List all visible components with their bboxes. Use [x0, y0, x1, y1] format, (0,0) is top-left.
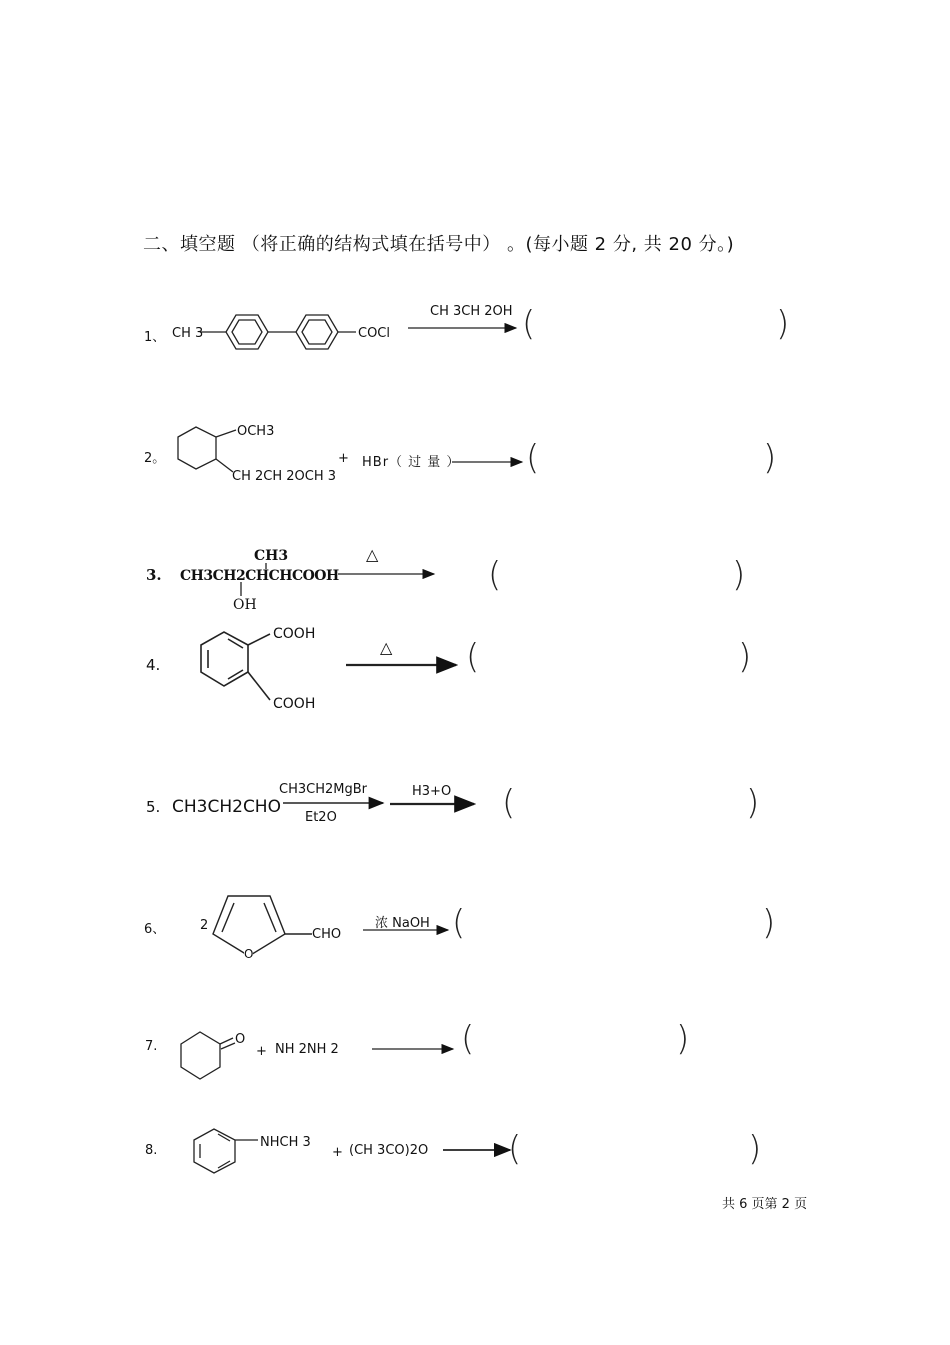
q7-answer-close: ): [676, 1019, 690, 1059]
q5-answer-close: ): [746, 783, 760, 823]
q6-ring-oxygen: O: [244, 947, 254, 961]
q2-plus: +: [338, 451, 349, 466]
q8-substituent: NHCH 3: [260, 1135, 311, 1150]
q6-reagent: 浓 NaOH: [375, 916, 430, 931]
q6-cho: CHO: [312, 927, 342, 942]
q1-answer-open: (: [522, 304, 536, 344]
q6-answer-open: (: [452, 903, 466, 943]
q4-heat-symbol: △: [380, 638, 393, 657]
q6-furan-structure: [213, 896, 312, 956]
q6-coefficient: 2: [200, 918, 209, 933]
q5-reagent-bottom: Et2O: [305, 810, 337, 825]
q2-reagent: HBr（ 过 量 ）: [362, 455, 461, 470]
q1-reagent: CH 3CH 2OH: [430, 304, 513, 319]
q4-bottom-cooh: COOH: [273, 696, 316, 712]
q1-answer-close: ): [776, 304, 790, 344]
q3-answer-open: (: [488, 555, 502, 595]
q4-answer-close: ): [738, 637, 752, 677]
q6-answer-close: ): [762, 903, 776, 943]
q6-number: 6、: [144, 922, 166, 937]
q2-cyclohexane-structure: [178, 427, 236, 472]
q4-answer-open: (: [466, 637, 480, 677]
q2-och3: OCH3: [237, 424, 275, 439]
q7-cyclohexanone-structure: [181, 1032, 235, 1079]
q7-carbonyl-oxygen: O: [235, 1032, 246, 1047]
q5-reagent-2: H3+O: [412, 784, 452, 799]
q7-reagent: NH 2NH 2: [275, 1042, 339, 1057]
q3-chain: CH3CH2CHCHCOOH: [180, 568, 339, 584]
q5-number: 5.: [146, 798, 161, 816]
q2-answer-close: ): [763, 438, 777, 478]
q3-ch3: CH3: [254, 548, 289, 564]
q3-answer-close: ): [732, 555, 746, 595]
q8-answer-open: (: [508, 1129, 522, 1169]
q1-left-group: CH 3: [172, 326, 204, 341]
q2-number: 2。: [144, 451, 166, 466]
q1-biphenyl-structure: [200, 315, 356, 349]
q8-reagent: (CH 3CO)2O: [349, 1143, 429, 1158]
q4-benzene-structure: [201, 632, 270, 700]
q3-number: 3.: [146, 566, 162, 584]
q3-heat-symbol: △: [366, 545, 379, 564]
q8-benzene-structure: [194, 1129, 258, 1173]
q2-side-chain: CH 2CH 2OCH 3: [232, 469, 336, 484]
q5-reactant: CH3CH2CHO: [172, 797, 281, 817]
q2-answer-open: (: [526, 438, 540, 478]
q4-number: 4.: [146, 656, 161, 674]
q5-answer-open: (: [502, 783, 516, 823]
q7-number: 7.: [145, 1039, 158, 1054]
page-footer: 共 6 页第 2 页: [722, 1197, 808, 1212]
q5-reagent-top: CH3CH2MgBr: [279, 782, 367, 797]
q3-oh: OH: [233, 597, 257, 613]
q8-plus: +: [332, 1145, 343, 1160]
q4-top-cooh: COOH: [273, 626, 316, 642]
q7-answer-open: (: [461, 1019, 475, 1059]
q1-number: 1、: [144, 330, 166, 345]
q8-number: 8.: [145, 1143, 158, 1158]
q1-right-group: COCl: [358, 326, 390, 341]
section-heading: 二、填空题 （将正确的结构式填在括号中） 。(每小题 2 分, 共 20 分。): [143, 234, 735, 255]
q8-answer-close: ): [748, 1129, 762, 1169]
q7-plus: +: [256, 1044, 267, 1059]
